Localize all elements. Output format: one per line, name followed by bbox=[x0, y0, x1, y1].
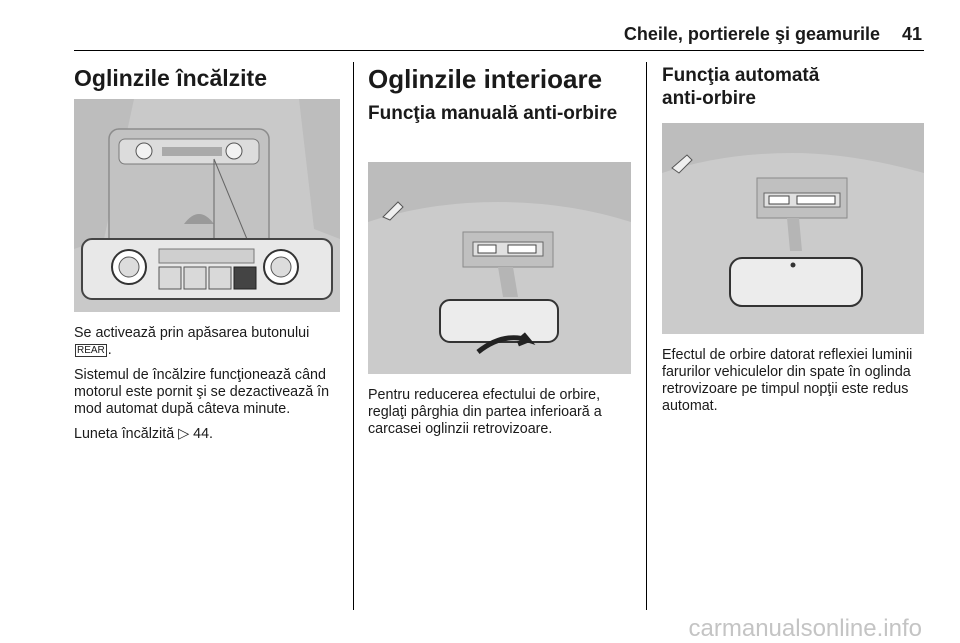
page-number: 41 bbox=[901, 24, 922, 44]
header-rule bbox=[74, 50, 924, 51]
auto-anti-glare-paragraph: Efectul de orbire datorat reflexiei luminii farurilor vehiculelor din spate în oglinda retrovizoare pe timpul nopţii este redus automat. bbox=[662, 347, 913, 414]
cross-reference-arrow-icon: ▷ bbox=[178, 426, 190, 442]
heated-mirrors-paragraph-1 bbox=[74, 325, 344, 359]
column-divider-2 bbox=[646, 62, 647, 610]
interior-mirrors-section bbox=[368, 65, 638, 126]
paragraph-text: . bbox=[107, 342, 112, 358]
manual-anti-glare-text bbox=[368, 387, 638, 446]
heated-mirrors-paragraph-2: Sistemul de încălzire funcţionează când motorul este pornit şi se dezactivează în mod automat după câteva minute. bbox=[74, 367, 330, 417]
watermark: carmanualsonline.info bbox=[688, 615, 922, 642]
heated-mirrors-heading: Oglinzile încălzite bbox=[74, 65, 267, 91]
heated-mirrors-section bbox=[74, 65, 340, 91]
column-divider-1 bbox=[353, 62, 354, 610]
heated-mirrors-text bbox=[74, 325, 344, 451]
auto-mirror-illustration bbox=[662, 123, 924, 334]
auto-anti-glare-heading-line-2: anti-orbire bbox=[662, 87, 756, 109]
interior-mirrors-heading: Oglinzile interioare bbox=[368, 64, 603, 94]
rear-window-heat-icon: REAR bbox=[77, 345, 105, 356]
paragraph-text: Se activează prin apăsarea butonului bbox=[74, 325, 310, 341]
heated-mirrors-paragraph-3 bbox=[74, 426, 344, 443]
paragraph-text: Luneta încălzită bbox=[74, 426, 175, 442]
climate-control-panel-illustration bbox=[74, 99, 340, 312]
auto-anti-glare-text bbox=[662, 347, 928, 423]
manual-anti-glare-subheading: Funcţia manuală anti-orbire bbox=[368, 102, 618, 124]
running-header-title: Cheile, portierele şi geamurile bbox=[623, 24, 880, 44]
cross-reference-page[interactable]: 44. bbox=[193, 426, 213, 442]
manual-mirror-illustration bbox=[368, 162, 631, 374]
auto-anti-glare-heading-line-1: Funcţia automată bbox=[662, 65, 820, 86]
manual-anti-glare-paragraph: Pentru reducerea efectului de orbire, reglaţi pârghia din partea inferioară a carcasei oglinzii retrovizoare. bbox=[368, 387, 602, 437]
auto-anti-glare-section bbox=[662, 65, 928, 111]
